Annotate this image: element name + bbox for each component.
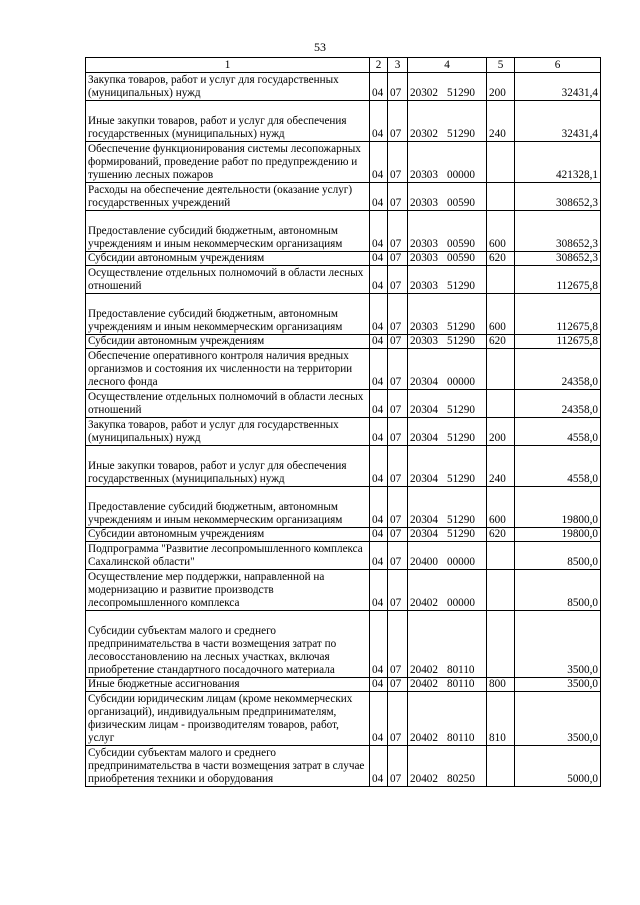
row-section: 04 [370, 746, 388, 787]
row-target-code [408, 73, 487, 101]
table-row [86, 101, 601, 142]
target-code-direction: 00000 [446, 169, 475, 181]
row-target-code [408, 390, 487, 418]
row-amount: 3500,0 [515, 611, 601, 678]
table-row [86, 294, 601, 335]
target-code-direction: 51290 [446, 473, 475, 485]
row-section: 04 [370, 294, 388, 335]
row-section: 04 [370, 611, 388, 678]
row-subsection: 07 [388, 335, 408, 349]
row-target-code [408, 183, 487, 211]
budget-table [85, 57, 601, 787]
target-code-direction: 00590 [446, 252, 475, 264]
header-col-1: 1 [86, 58, 370, 73]
table-row [86, 211, 601, 252]
row-target-code [408, 211, 487, 252]
row-section: 04 [370, 101, 388, 142]
row-amount: 112675,8 [515, 335, 601, 349]
row-section: 04 [370, 211, 388, 252]
target-code-direction: 80110 [446, 678, 475, 690]
row-subsection: 07 [388, 446, 408, 487]
header-col-2: 2 [370, 58, 388, 73]
row-section: 04 [370, 183, 388, 211]
row-section: 04 [370, 418, 388, 446]
row-name: Субсидии субъектам малого и среднего предпринимательства в части возмещения затрат в случае приобретения техники и оборудования [86, 746, 370, 787]
row-expense-type: 200 [487, 73, 515, 101]
row-subsection: 07 [388, 349, 408, 390]
row-expense-type [487, 390, 515, 418]
row-subsection: 07 [388, 294, 408, 335]
row-subsection: 07 [388, 611, 408, 678]
row-target-code [408, 678, 487, 692]
table-row [86, 678, 601, 692]
target-code-program: 20302 [410, 128, 438, 140]
row-target-code [408, 101, 487, 142]
target-code-program: 20402 [410, 597, 438, 609]
row-name: Закупка товаров, работ и услуг для государственных (муниципальных) нужд [86, 418, 370, 446]
target-code-program: 20304 [410, 528, 438, 540]
row-subsection: 07 [388, 142, 408, 183]
row-target-code [408, 335, 487, 349]
target-code-program: 20302 [410, 87, 438, 99]
row-subsection: 07 [388, 390, 408, 418]
target-code-program: 20400 [410, 556, 438, 568]
row-target-code [408, 692, 487, 746]
table-row [86, 418, 601, 446]
target-code-program: 20303 [410, 280, 438, 292]
row-name: Осуществление мер поддержки, направленной на модернизацию и развитие производств лесопромышленного комплекса [86, 570, 370, 611]
row-section: 04 [370, 142, 388, 183]
row-subsection: 07 [388, 266, 408, 294]
row-expense-type [487, 142, 515, 183]
row-subsection: 07 [388, 252, 408, 266]
target-code-direction: 51290 [446, 280, 475, 292]
row-name: Иные бюджетные ассигнования [86, 678, 370, 692]
row-subsection: 07 [388, 101, 408, 142]
row-subsection: 07 [388, 487, 408, 528]
row-expense-type: 600 [487, 294, 515, 335]
row-subsection: 07 [388, 746, 408, 787]
row-expense-type: 600 [487, 211, 515, 252]
row-expense-type: 200 [487, 418, 515, 446]
row-target-code [408, 528, 487, 542]
table-row [86, 611, 601, 678]
row-name: Иные закупки товаров, работ и услуг для обеспечения государственных (муниципальных) нужд [86, 101, 370, 142]
row-amount: 308652,3 [515, 183, 601, 211]
row-target-code [408, 294, 487, 335]
table-row [86, 390, 601, 418]
target-code-program: 20303 [410, 321, 438, 333]
target-code-program: 20304 [410, 432, 438, 444]
row-name: Субсидии автономным учреждениям [86, 528, 370, 542]
row-subsection: 07 [388, 73, 408, 101]
table-row [86, 183, 601, 211]
row-expense-type: 810 [487, 692, 515, 746]
row-amount: 24358,0 [515, 349, 601, 390]
row-subsection: 07 [388, 692, 408, 746]
row-amount: 421328,1 [515, 142, 601, 183]
row-target-code [408, 266, 487, 294]
row-subsection: 07 [388, 183, 408, 211]
row-name: Предоставление субсидий бюджетным, автономным учреждениям и иным некоммерческим организациям [86, 211, 370, 252]
target-code-direction: 51290 [446, 528, 475, 540]
target-code-program: 20304 [410, 404, 438, 416]
target-code-program: 20402 [410, 773, 438, 785]
row-subsection: 07 [388, 542, 408, 570]
row-expense-type [487, 349, 515, 390]
row-name: Расходы на обеспечение деятельности (оказание услуг) государственных учреждений [86, 183, 370, 211]
table-row [86, 528, 601, 542]
target-code-direction: 80250 [446, 773, 475, 785]
row-section: 04 [370, 542, 388, 570]
row-amount: 308652,3 [515, 211, 601, 252]
row-section: 04 [370, 678, 388, 692]
row-amount: 308652,3 [515, 252, 601, 266]
table-row [86, 692, 601, 746]
row-name: Подпрограмма "Развитие лесопромышленного комплекса Сахалинской области" [86, 542, 370, 570]
table-row [86, 746, 601, 787]
row-amount: 4558,0 [515, 446, 601, 487]
row-expense-type: 620 [487, 528, 515, 542]
target-code-program: 20402 [410, 678, 438, 690]
row-name: Субсидии автономным учреждениям [86, 252, 370, 266]
row-section: 04 [370, 446, 388, 487]
table-row [86, 487, 601, 528]
target-code-direction: 51290 [446, 514, 475, 526]
row-name: Предоставление субсидий бюджетным, автономным учреждениям и иным некоммерческим организациям [86, 294, 370, 335]
row-expense-type [487, 611, 515, 678]
row-section: 04 [370, 335, 388, 349]
target-code-program: 20303 [410, 335, 438, 347]
row-target-code [408, 252, 487, 266]
target-code-direction: 51290 [446, 335, 475, 347]
header-col-5: 5 [487, 58, 515, 73]
row-amount: 4558,0 [515, 418, 601, 446]
row-target-code [408, 542, 487, 570]
row-amount: 8500,0 [515, 570, 601, 611]
row-section: 04 [370, 570, 388, 611]
row-section: 04 [370, 252, 388, 266]
table-header-row [86, 58, 601, 73]
row-expense-type [487, 266, 515, 294]
row-subsection: 07 [388, 528, 408, 542]
row-name: Обеспечение оперативного контроля наличия вредных организмов и состояния их численности на территории лесного фонда [86, 349, 370, 390]
target-code-direction: 51290 [446, 87, 475, 99]
row-section: 04 [370, 528, 388, 542]
row-amount: 8500,0 [515, 542, 601, 570]
row-section: 04 [370, 73, 388, 101]
target-code-direction: 00000 [446, 376, 475, 388]
target-code-direction: 51290 [446, 404, 475, 416]
target-code-direction: 80110 [446, 664, 475, 676]
row-amount: 24358,0 [515, 390, 601, 418]
target-code-program: 20402 [410, 732, 438, 744]
row-target-code [408, 611, 487, 678]
row-name: Предоставление субсидий бюджетным, автономным учреждениям и иным некоммерческим организациям [86, 487, 370, 528]
target-code-direction: 51290 [446, 432, 475, 444]
target-code-direction: 80110 [446, 732, 475, 744]
row-section: 04 [370, 692, 388, 746]
table-row [86, 142, 601, 183]
header-col-3: 3 [388, 58, 408, 73]
target-code-program: 20402 [410, 664, 438, 676]
row-target-code [408, 487, 487, 528]
target-code-direction: 00000 [446, 556, 475, 568]
table-row [86, 335, 601, 349]
row-subsection: 07 [388, 211, 408, 252]
row-name: Осуществление отдельных полномочий в области лесных отношений [86, 266, 370, 294]
row-target-code [408, 349, 487, 390]
row-name: Субсидии юридическим лицам (кроме некоммерческих организаций), индивидуальным предпринимателям, физическим лицам - производителям товаров, работ, услуг [86, 692, 370, 746]
table-row [86, 266, 601, 294]
row-expense-type [487, 183, 515, 211]
row-expense-type: 240 [487, 101, 515, 142]
header-col-4: 4 [408, 58, 487, 73]
row-amount: 19800,0 [515, 528, 601, 542]
row-amount: 32431,4 [515, 73, 601, 101]
row-expense-type: 620 [487, 335, 515, 349]
row-name: Закупка товаров, работ и услуг для государственных (муниципальных) нужд [86, 73, 370, 101]
table-row [86, 252, 601, 266]
row-expense-type: 240 [487, 446, 515, 487]
row-expense-type: 800 [487, 678, 515, 692]
row-section: 04 [370, 266, 388, 294]
target-code-direction: 51290 [446, 128, 475, 140]
row-name: Осуществление отдельных полномочий в области лесных отношений [86, 390, 370, 418]
row-section: 04 [370, 349, 388, 390]
page-number: 53 [314, 40, 326, 54]
row-target-code [408, 746, 487, 787]
row-amount: 5000,0 [515, 746, 601, 787]
table-row [86, 73, 601, 101]
table-row [86, 446, 601, 487]
target-code-direction: 00590 [446, 197, 475, 209]
row-expense-type [487, 570, 515, 611]
row-name: Иные закупки товаров, работ и услуг для обеспечения государственных (муниципальных) нужд [86, 446, 370, 487]
row-target-code [408, 446, 487, 487]
row-target-code [408, 418, 487, 446]
row-target-code [408, 142, 487, 183]
target-code-direction: 00590 [446, 238, 475, 250]
row-name: Субсидии автономным учреждениям [86, 335, 370, 349]
target-code-direction: 51290 [446, 321, 475, 333]
row-subsection: 07 [388, 678, 408, 692]
target-code-direction: 00000 [446, 597, 475, 609]
row-amount: 3500,0 [515, 678, 601, 692]
row-subsection: 07 [388, 570, 408, 611]
table-row [86, 349, 601, 390]
row-amount: 19800,0 [515, 487, 601, 528]
row-target-code [408, 570, 487, 611]
row-expense-type [487, 542, 515, 570]
header-col-6: 6 [515, 58, 601, 73]
target-code-program: 20303 [410, 238, 438, 250]
row-expense-type [487, 746, 515, 787]
row-amount: 112675,8 [515, 294, 601, 335]
target-code-program: 20304 [410, 376, 438, 388]
row-amount: 32431,4 [515, 101, 601, 142]
target-code-program: 20303 [410, 252, 438, 264]
target-code-program: 20304 [410, 473, 438, 485]
row-subsection: 07 [388, 418, 408, 446]
row-expense-type: 600 [487, 487, 515, 528]
target-code-program: 20303 [410, 197, 438, 209]
target-code-program: 20304 [410, 514, 438, 526]
row-expense-type: 620 [487, 252, 515, 266]
row-name: Обеспечение функционирования системы лесопожарных формирований, проведение работ по предупреждению и тушению лесных пожаров [86, 142, 370, 183]
row-section: 04 [370, 487, 388, 528]
row-name: Субсидии субъектам малого и среднего предпринимательства в части возмещения затрат по лесовосстановлению на лесных участках, включая приобретение стандартного посадочного материала [86, 611, 370, 678]
row-section: 04 [370, 390, 388, 418]
table-row [86, 570, 601, 611]
target-code-program: 20303 [410, 169, 438, 181]
row-amount: 3500,0 [515, 692, 601, 746]
table-row [86, 542, 601, 570]
row-amount: 112675,8 [515, 266, 601, 294]
